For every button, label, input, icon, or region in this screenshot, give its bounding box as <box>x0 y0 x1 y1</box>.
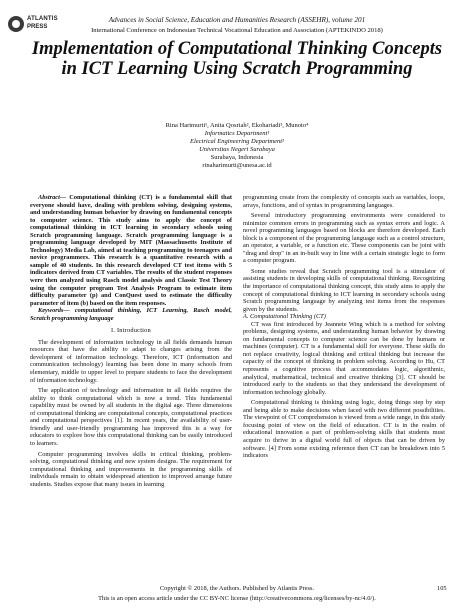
paper-title: Implementation of Computational Thinking Concepts in ICT Learning Using Scratch Programming <box>31 39 443 79</box>
left-column <box>30 194 232 488</box>
right-paragraph-0: programming create from the complexity of concepts such as variables, loops, arrays, functions, and of syntax in programming languages. <box>243 194 445 209</box>
right-column <box>243 194 445 460</box>
keywords <box>30 307 232 322</box>
footer-license[interactable]: This is an open access article under the CC BY-NC license (http://creativecommons.org/licenses/by-nc/4.0/). <box>98 595 376 602</box>
logo-line2: PRESS <box>27 24 48 30</box>
logo-line1: ATLANTIS <box>27 16 58 22</box>
affiliation-university: Universitas Negeri Surabaya <box>199 146 275 153</box>
affiliation-dept1: Informatics Department¹ <box>204 130 270 137</box>
intro-paragraph-2: The application of technology and information in all fields requires the ability to think computational which is now a trend. This fundamental capability must be owned by all students in the digital age. Three dimensions of computational thinking are computational concepts, computational practices and computational perspectives [1]. In recent years, the availability of user-friendly and user-friendly programming has improved this is a way for educators to explore how this computational thinking can be easily introduced to learners. <box>30 387 232 447</box>
intro-paragraph-1: The development of information technology in all fields demands human resources that have the ability to adapt to changes arising from the development of information technology. Therefore, ICT (information and communication technology) learning has been done in many schools from elementary, middle to upper level to prepare students to face the development of information technology. <box>30 338 232 384</box>
section-heading-introduction: I. Introduction <box>111 327 151 335</box>
right-paragraph-3: CT was first introduced by Jeannete Wing which is a method for solving problems, designing systems, and understanding human behavior by drawing on fundamental concepts to computer science can be done by humans or machines (computer). CT is a fundamental skill for everyone. These skills do not replace creativity, logical thinking and critical thinking but increase the capacity of the concept of thinking in problem solving. According to Hu, CT represents a cognitive process that accommodates logic, algorithmic, analytical, mathematical, technical and creative thinking [3]. CT should be introduced early to the students so that they understand the development of information technology globally. <box>243 320 445 396</box>
affiliation-dept2: Electrical Engineering Department² <box>189 138 284 145</box>
affiliation-city: Surabaya, Indonesia <box>210 154 264 161</box>
right-paragraph-1: Several introductory programming environments were considered to minimize common errors in programming such as syntax errors and logic. A novel programming languages based on blocks are therefore developed. Each block is a component of the programming language such as a control structure, an operator, a variable, or a function etc. These components can be joint with "drag and drop" in an in-built way in line with a certain strategic logic to form a computer program. <box>243 212 445 265</box>
series-header: Advances in Social Science, Education and Humanities Research (ASSEHR), volume 201 <box>108 16 366 24</box>
author-names: Rina Harimurti¹, Anita Qosriah², Ekohariadi³, Munoto⁴ <box>165 122 309 129</box>
keywords-text: computational thinking, ICT Learning, Rasch model, Scratch programming language <box>30 307 232 322</box>
abstract-text: Computational thinking (CT) is a fundamental skill that everyone should have, dealing with problem solving, designing systems, and understanding human behavior by drawing on fundamental concepts to computer science. This study aims to apply the concept of computational thinking in ICT learning in secondary schools using Scratch programming language. Scratch programming language is a programming language developed by MIT (Massachusetts Institute of Technology) Media Lab, aimed at teaching programming to teenagers and novice programmers. This research is a quantitative research with a sample of 40 students. In this research developed CT test items with 5 indicators derived from CT variables. The results of the student responses were then analyzed using Rasch model analysis and Classic Test Theory using the computer program Test Analysis Program to estimate item difficulty parameter (p) and ConQuest used to estimate the difficulty parameter of item (b) based on the item responses. <box>30 194 232 307</box>
subsection-heading-ct: A. Computational Thinking (CT) <box>243 313 326 321</box>
conference-header: International Conference on Indonesian Technical Vocational Education and Association (APTEKINDO 2018) <box>91 27 383 34</box>
footer-copyright: Copyright © 2018, the Authors. Published by Atlantis Press. <box>159 585 315 592</box>
page-number: 105 <box>437 585 447 592</box>
abstract-label: Abstract— <box>38 194 67 201</box>
author-email[interactable]: rinaharimurti@unesa.ac.id <box>202 162 272 169</box>
abstract <box>30 194 232 307</box>
keywords-label: Keywords— <box>38 307 70 315</box>
intro-paragraph-3: Computer programming involves skills in critical thinking, problem-solving, computational thinking and new system designs. The requirement for computational thinking and improvements in the programming skills of individuals remain to obtain widespread attention to improved arrange future students. Studies expose that many issues in learning <box>30 450 232 488</box>
right-paragraph-4: Computational thinking is thinking using logic, doing things step by step and being able to make decisions when faced with two different possibilities. The viewpoint of CT comprehension is viewed from a wide range, in this study focusing point of view on the field of education. CT is in the realm of educational innovation a part of problem-solving skills that students must acquire to thrive in a digital world full of objects that can be driven by software. [4] From some existing reference then CT can be breakdown into 5 indicators <box>243 399 445 460</box>
right-paragraph-2: Some studies reveal that Scratch programming tool is a stimulator of assisting students in developing skills of computational thinking. Recognizing the importance of computational thinking concept, this study aims to apply the concept of computational thinking to ICT learning in secondary schools using Scratch programming language by analyzing test items from the responses given by the students. <box>243 267 445 313</box>
